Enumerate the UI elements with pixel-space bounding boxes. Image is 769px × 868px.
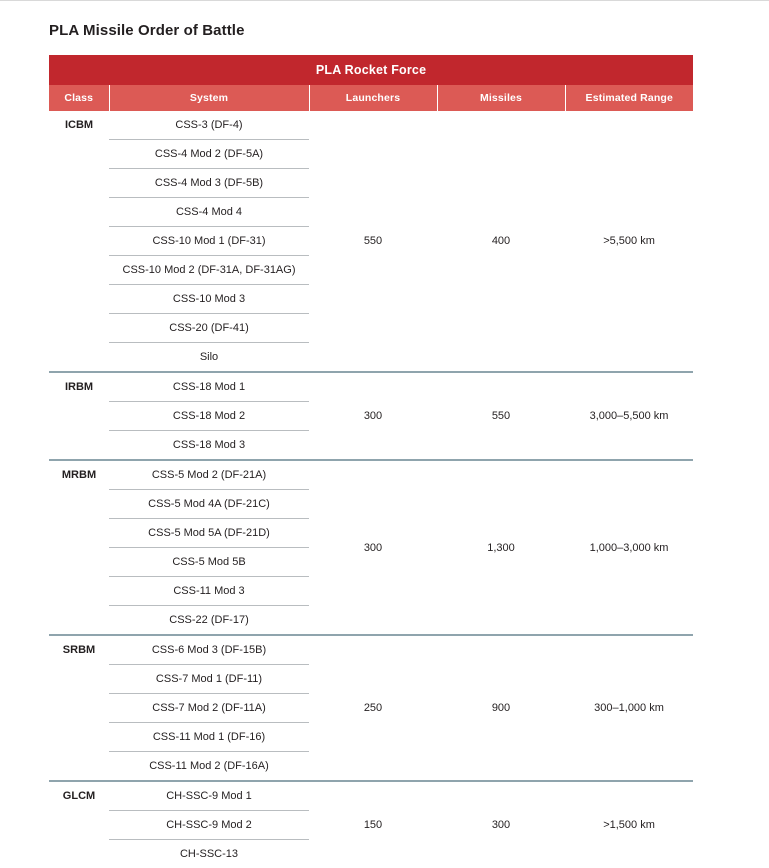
column-header-system: System <box>109 85 309 111</box>
system-name: CSS-7 Mod 1 (DF-11) <box>109 665 309 694</box>
range-value: >1,500 km <box>565 782 693 868</box>
table-header-row <box>49 85 693 111</box>
page-title: PLA Missile Order of Battle <box>49 22 245 39</box>
column-header-launchers: Launchers <box>309 85 437 111</box>
system-name: Silo <box>109 343 309 372</box>
page-top-divider <box>0 0 769 1</box>
table-row <box>49 373 693 402</box>
missiles-value: 1,300 <box>437 461 565 634</box>
system-name: CH-SSC-9 Mod 2 <box>109 811 309 840</box>
system-name: CSS-4 Mod 2 (DF-5A) <box>109 140 309 169</box>
system-name: CSS-4 Mod 4 <box>109 198 309 227</box>
missiles-value: 550 <box>437 373 565 459</box>
system-name: CSS-5 Mod 5A (DF-21D) <box>109 519 309 548</box>
system-name: CSS-5 Mod 2 (DF-21A) <box>109 461 309 490</box>
system-name: CSS-18 Mod 2 <box>109 402 309 431</box>
range-value: 300–1,000 km <box>565 636 693 780</box>
range-value: >5,500 km <box>565 111 693 371</box>
system-name: CSS-11 Mod 1 (DF-16) <box>109 723 309 752</box>
class-label-mrbm: MRBM <box>49 461 109 634</box>
system-name: CSS-18 Mod 3 <box>109 431 309 460</box>
system-name: CSS-11 Mod 3 <box>109 577 309 606</box>
column-header-missiles: Missiles <box>437 85 565 111</box>
system-name: CSS-6 Mod 3 (DF-15B) <box>109 636 309 665</box>
class-label-glcm: GLCM <box>49 782 109 868</box>
system-name: CSS-22 (DF-17) <box>109 606 309 635</box>
class-label-srbm: SRBM <box>49 636 109 780</box>
system-name: CH-SSC-13 <box>109 840 309 868</box>
system-name: CSS-10 Mod 1 (DF-31) <box>109 227 309 256</box>
launchers-value: 550 <box>309 111 437 371</box>
missiles-value: 300 <box>437 782 565 868</box>
table-row <box>49 461 693 490</box>
range-value: 1,000–3,000 km <box>565 461 693 634</box>
table-body <box>49 111 693 868</box>
table-row <box>49 782 693 811</box>
launchers-value: 150 <box>309 782 437 868</box>
motb-table <box>49 55 693 868</box>
table-banner-title: PLA Rocket Force <box>49 55 693 85</box>
system-name: CSS-18 Mod 1 <box>109 373 309 402</box>
missile-order-of-battle-table <box>49 55 693 868</box>
column-header-range: Estimated Range <box>565 85 693 111</box>
system-name: CSS-10 Mod 3 <box>109 285 309 314</box>
launchers-value: 250 <box>309 636 437 780</box>
system-name: CSS-7 Mod 2 (DF-11A) <box>109 694 309 723</box>
class-label-icbm: ICBM <box>49 111 109 371</box>
system-name: CSS-11 Mod 2 (DF-16A) <box>109 752 309 781</box>
system-name: CSS-4 Mod 3 (DF-5B) <box>109 169 309 198</box>
table-banner-row <box>49 55 693 85</box>
missiles-value: 900 <box>437 636 565 780</box>
system-name: CSS-3 (DF-4) <box>109 111 309 140</box>
table-row <box>49 111 693 140</box>
column-header-class: Class <box>49 85 109 111</box>
table-row <box>49 636 693 665</box>
system-name: CSS-5 Mod 4A (DF-21C) <box>109 490 309 519</box>
class-label-irbm: IRBM <box>49 373 109 459</box>
system-name: CH-SSC-9 Mod 1 <box>109 782 309 811</box>
system-name: CSS-10 Mod 2 (DF-31A, DF-31AG) <box>109 256 309 285</box>
system-name: CSS-5 Mod 5B <box>109 548 309 577</box>
launchers-value: 300 <box>309 461 437 634</box>
launchers-value: 300 <box>309 373 437 459</box>
missiles-value: 400 <box>437 111 565 371</box>
range-value: 3,000–5,500 km <box>565 373 693 459</box>
system-name: CSS-20 (DF-41) <box>109 314 309 343</box>
